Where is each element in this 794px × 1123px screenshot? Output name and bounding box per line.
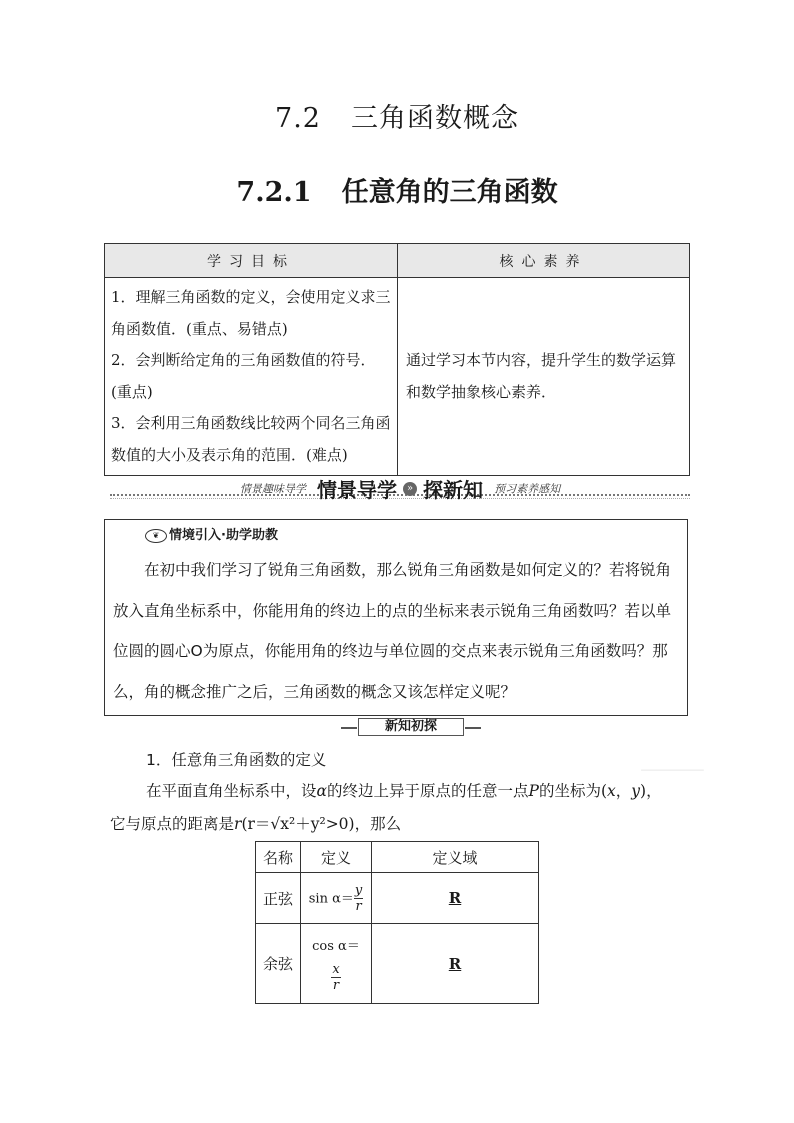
definition-table — [255, 841, 539, 1004]
section-number: 7.2 — [275, 103, 321, 134]
intro-box — [104, 519, 688, 716]
arrow-icon: » — [403, 482, 417, 496]
new-knowledge-label: 新知初探 — [358, 718, 464, 736]
func-domain: R — [372, 924, 539, 1004]
core-header: 核心素养 — [398, 244, 690, 278]
table-header: 名称 — [256, 842, 301, 873]
intro-tag-text: 情境引入·助学助教 — [169, 528, 278, 543]
func-name: 正弦 — [256, 873, 301, 924]
table-header: 定义域 — [372, 842, 539, 873]
table-row — [256, 924, 539, 1004]
goal-item: 1．理解三角函数的定义，会使用定义求三角函数值．(重点、易错点) — [111, 288, 391, 338]
goals-cell — [105, 278, 398, 476]
func-def: sin α＝ $\frac{y}{r}$ — [301, 873, 372, 924]
goals-table — [104, 243, 690, 476]
func-domain: R — [372, 873, 539, 924]
definition-line-2: 它与原点的距离是r(r＝√x²＋y²>0)，那么 — [110, 815, 402, 833]
table-header: 定义 — [301, 842, 372, 873]
definition-heading: 1．任意角三角函数的定义 — [146, 751, 327, 769]
goal-item: 2．会判断给定角的三角函数值的符号．(重点) — [111, 351, 376, 401]
subsection-number: 7.2.1 — [236, 177, 312, 208]
leaf-icon: ❦ — [145, 529, 167, 543]
banner-right-small: 预习素养感知 — [494, 482, 561, 496]
watermark: ⸻ — [640, 754, 709, 784]
core-cell: 通过学习本节内容，提升学生的数学运算和数学抽象核心素养． — [398, 278, 690, 476]
intro-paragraph: 在初中我们学习了锐角三角函数，那么锐角三角函数是如何定义的？若将锐角放入直角坐标系中，你能用角的终边上的点的坐标来表示锐角三角函数吗？若以单位圆的圆心O为原点，你能用角的终边与单位圆的交点来表示锐角三角函数吗？那么，角的概念推广之后，三角函数的概念又该怎样定义呢？ — [113, 561, 672, 701]
subsection-title — [0, 170, 794, 209]
func-def: cos α＝ $\frac{x}{r}$ — [301, 924, 372, 1004]
definition-line-1: 在平面直角坐标系中，设α的终边上异于原点的任意一点P的坐标为(x，y)， — [146, 782, 662, 800]
subsection-title-text: 任意角的三角函数 — [341, 177, 558, 208]
section-banner — [110, 474, 690, 502]
banner-big-left: 情景导学 — [317, 478, 397, 502]
table-row — [256, 873, 539, 924]
goals-header: 学习目标 — [105, 244, 398, 278]
intro-tag — [145, 524, 278, 543]
goal-item: 3．会利用三角函数线比较两个同名三角函数值的大小及表示角的范围．(难点) — [111, 414, 391, 464]
banner-big-right: 探新知 — [423, 478, 483, 502]
banner-left-small: 情景趣味导学 — [239, 482, 306, 496]
func-name: 余弦 — [256, 924, 301, 1004]
section-title-text: 三角函数概念 — [350, 103, 519, 134]
section-title — [0, 96, 794, 135]
